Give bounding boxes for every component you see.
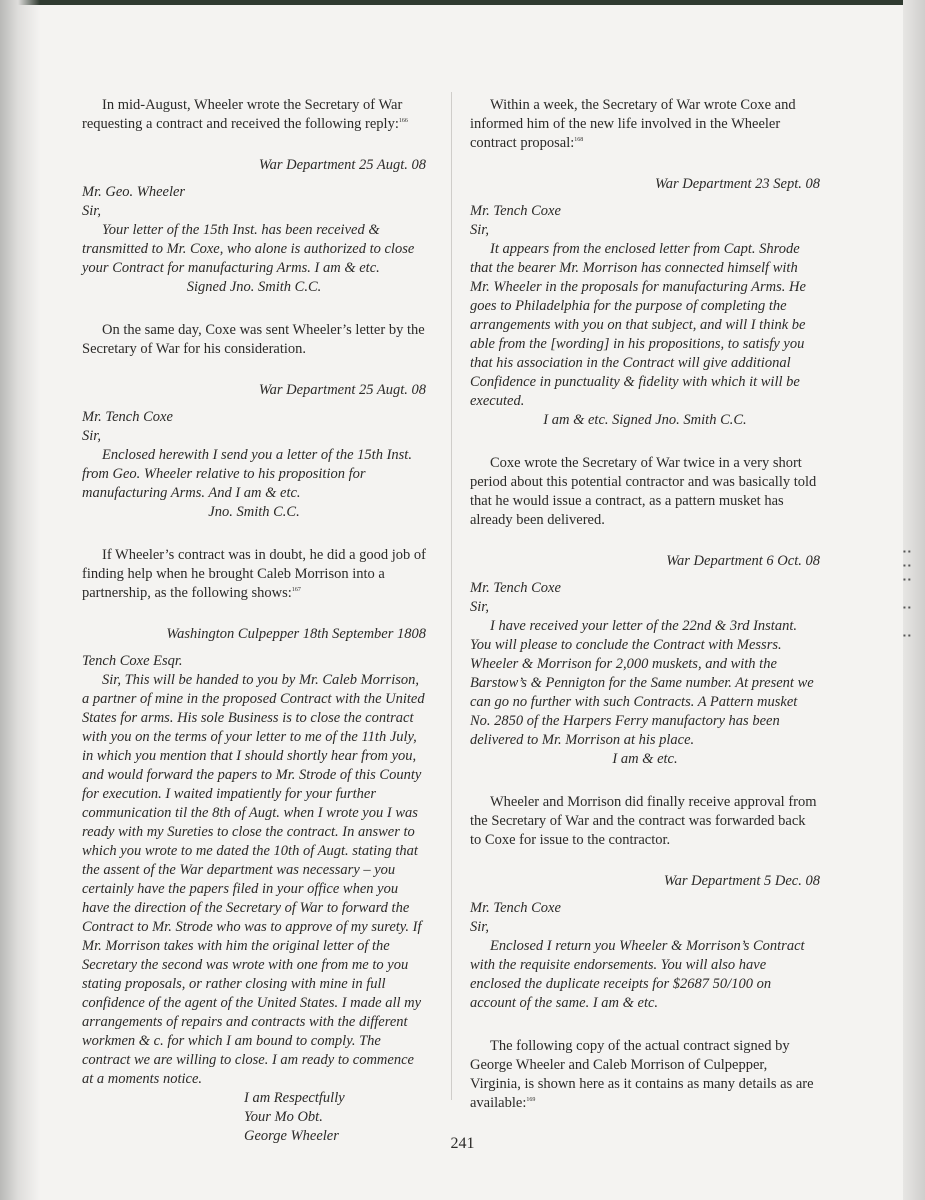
letter-wheeler-aug25	[82, 156, 426, 297]
letter-body: Sir, This will be handed to you by Mr. Caleb Morrison, a partner of mine in the proposed Contract with the United States for arms. His sole Business is to close the contract with you on the terms of your letter to me of the 11th July, in which you mention that I should shortly hear from you, and would forward the papers to Mr. Strode of this County for execution. I waited impatiently for your further communication til the 8th of Augt. when I wrote you I was ready with my Sureties to close the contract. In answer to which you wrote to me dated the 10th of Augt. stating that the assent of the War department was necessary – you certainly have the papers filed in your office when you have the direction of the Secretary of War to forward the Contract to Mr. Strode who was to approve of my surety. If Mr. Morrison takes with him the original letter of the Secretary the second was wrote with one from me to you stating proposals, or rather closing with mine in full confidence of the agent of the United States. I made all my arrangements of repairs and contracts with the different workmen & c. for which I am bound to comply. The contract we are willing to close. I am ready to commence at a moments notice.	[82, 672, 425, 1087]
letter-signature: Signed Jno. Smith C.C.	[186, 279, 322, 295]
letter-salutation: Sir,	[82, 203, 101, 219]
left-column	[82, 96, 426, 1170]
letter-coxe-oct6	[470, 552, 820, 769]
letter-dateline: Washington Culpepper 18th September 1808	[166, 626, 426, 642]
column-divider	[451, 92, 452, 1100]
letter-salutation: Sir,	[82, 428, 101, 444]
paragraph: If Wheeler’s contract was in doubt, he did a good job of finding help when he brought Caleb Morrison into a partnership, as the following shows:$^{167}$	[82, 547, 427, 601]
paragraph: The following copy of the actual contract signed by George Wheeler and Caleb Morrison of Culpepper, Virginia, is shown here as it contains as many details as are available:$^{169}$	[470, 1038, 814, 1111]
letter-signature: Jno. Smith C.C.	[208, 504, 300, 520]
letter-addressee: Mr. Tench Coxe	[470, 203, 561, 219]
letter-body: It appears from the enclosed letter from Capt. Shrode that the bearer Mr. Morrison has connected himself with Mr. Wheeler in the proposals for manufacturing Arms. He goes to Philadelphia for the purpose of completing the arrangements with you on that subject, and will I think be able from the [wording] in his propositions, to satisfy you that his association in the Contract will give additional Confidence in punctuality & fidelity with which it will be executed.	[470, 241, 806, 409]
paragraph: Within a week, the Secretary of War wrote Coxe and informed him of the new life involved in the Wheeler contract proposal:$^{168}$	[470, 97, 796, 151]
letter-addressee: Mr. Tench Coxe	[82, 409, 173, 425]
letter-closing: I am Respectfully	[244, 1090, 345, 1106]
letter-signature: I am & etc.	[612, 751, 678, 767]
letter-coxe-sept23	[470, 175, 820, 430]
page-top-edge	[0, 0, 925, 5]
letter-closing: Your Mo Obt.	[244, 1109, 323, 1125]
letter-coxe-dec5	[470, 872, 820, 1013]
letter-body: Enclosed I return you Wheeler & Morrison’s Contract with the requisite endorsements. You will also have enclosed the duplicate receipts for $2687 50/100 on account of the same. I am & etc.	[470, 938, 805, 1011]
paragraph: In mid-August, Wheeler wrote the Secretary of War requesting a contract and received the following reply:$^{166}$	[82, 97, 408, 132]
letter-salutation: Sir,	[470, 599, 489, 615]
letter-addressee: Tench Coxe Esqr.	[82, 653, 183, 669]
letter-dateline: War Department 25 Augt. 08	[258, 157, 426, 173]
letter-addressee: Mr. Tench Coxe	[470, 900, 561, 916]
letter-dateline: War Department 6 Oct. 08	[666, 553, 820, 569]
footnote-ref: 169	[526, 1097, 536, 1103]
letter-body: I have received your letter of the 22nd & 3rd Instant. You will please to conclude the Contract with Messrs. Wheeler & Morrison for 2,000 muskets, and with the Barstow’s & Pennigton for the Same number. At present we can go no further with such Contracts. A Pattern musket No. 2850 of the Harpers Ferry manufactory has been delivered to Mr. Morrison at his place.	[470, 618, 814, 748]
letter-addressee: Mr. Geo. Wheeler	[82, 184, 186, 200]
paragraph: Wheeler and Morrison did finally receive approval from the Secretary of War and the contract was forwarded back to Coxe for issue to the contractor.	[470, 794, 817, 848]
letter-dateline: War Department 23 Sept. 08	[655, 176, 820, 192]
page-number: 241	[450, 1135, 475, 1152]
margin-marks: ▪ ▪ ▪ ▪ ▪ ▪ ▪ ▪ ▪ ▪	[903, 547, 911, 640]
letter-signature: I am & etc. Signed Jno. Smith C.C.	[543, 412, 747, 428]
letter-addressee: Mr. Tench Coxe	[470, 580, 561, 596]
letter-dateline: War Department 5 Dec. 08	[663, 873, 820, 889]
paragraph: Coxe wrote the Secretary of War twice in a very short period about this potential contractor and was basically told that he would issue a contract, as a pattern musket has already been delivered.	[470, 455, 817, 528]
letter-signature: George Wheeler	[244, 1128, 339, 1144]
letter-coxe-aug25	[82, 381, 426, 522]
letter-wheeler-sept18	[82, 625, 426, 1146]
letter-body: Enclosed herewith I send you a letter of the 15th Inst. from Geo. Wheeler relative to his proposition for manufacturing Arms. And I am & etc.	[82, 447, 412, 501]
letter-dateline: War Department 25 Augt. 08	[258, 382, 426, 398]
letter-salutation: Sir,	[470, 222, 489, 238]
footnote-ref: 167	[291, 587, 301, 593]
letter-body: Your letter of the 15th Inst. has been received & transmitted to Mr. Coxe, who alone is authorized to close your Contract for manufacturing Arms. I am & etc.	[82, 222, 415, 276]
letter-salutation: Sir,	[470, 919, 489, 935]
paragraph: On the same day, Coxe was sent Wheeler’s letter by the Secretary of War for his consideration.	[82, 322, 425, 357]
footnote-ref: 166	[398, 118, 408, 124]
footnote-ref: 168	[574, 137, 584, 143]
binding-shadow	[0, 0, 40, 1200]
right-column	[470, 96, 820, 1135]
